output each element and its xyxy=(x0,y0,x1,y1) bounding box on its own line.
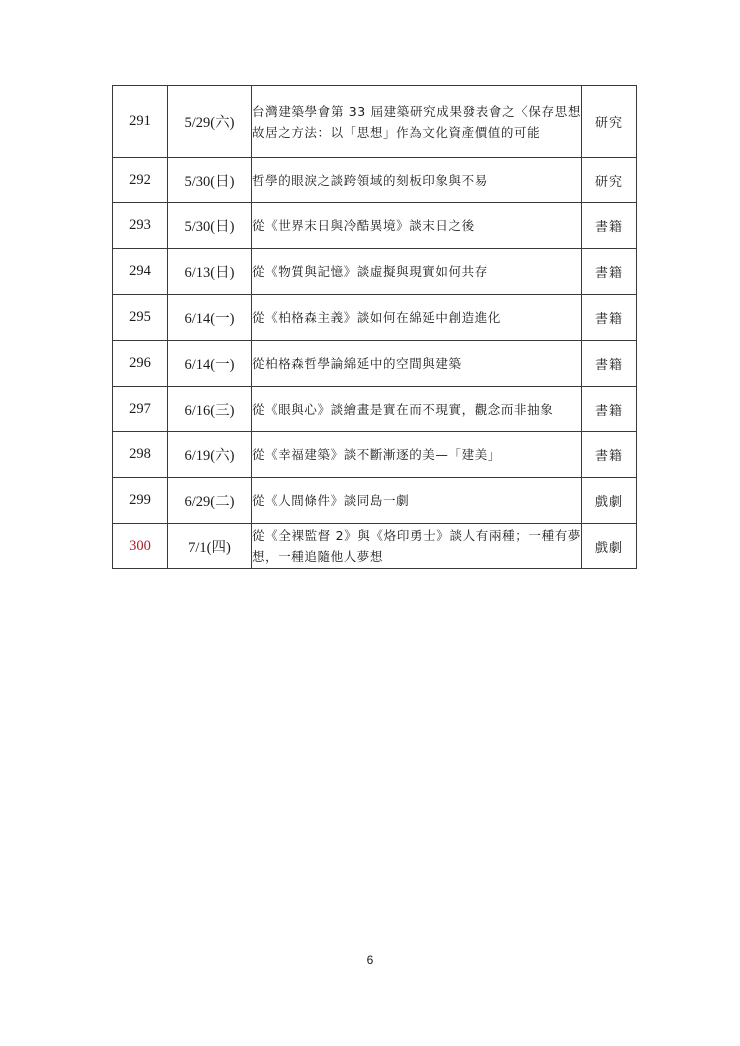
row-date: 7/1(四) xyxy=(168,524,252,569)
row-date: 5/30(日) xyxy=(168,203,252,249)
row-date: 5/29(六) xyxy=(168,86,252,158)
row-title: 從《世界末日與冷酷異境》談末日之後 xyxy=(252,203,582,249)
row-date: 6/29(二) xyxy=(168,478,252,524)
page-number: 6 xyxy=(366,953,374,967)
row-category: 書籍 xyxy=(582,387,637,432)
row-title: 從柏格森哲學論綿延中的空間與建築 xyxy=(252,341,582,387)
table-row xyxy=(113,86,637,158)
row-number: 299 xyxy=(113,478,168,524)
row-number: 295 xyxy=(113,295,168,341)
row-category: 戲劇 xyxy=(582,478,637,524)
row-number: 298 xyxy=(113,432,168,478)
row-title: 從《柏格森主義》談如何在綿延中創造進化 xyxy=(252,295,582,341)
row-date: 6/19(六) xyxy=(168,432,252,478)
row-title: 台灣建築學會第 33 屆建築研究成果發表會之〈保存思想故居之方法：以「思想」作為文化資產價值的可能 xyxy=(252,86,582,158)
row-title: 從《物質與記憶》談虛擬與現實如何共存 xyxy=(252,249,582,295)
row-title: 從《幸福建築》談不斷漸逐的美—「建美」 xyxy=(252,432,582,478)
row-date: 6/13(日) xyxy=(168,249,252,295)
row-number: 297 xyxy=(113,387,168,432)
row-number: 291 xyxy=(113,86,168,158)
table-row xyxy=(113,203,637,249)
row-category: 戲劇 xyxy=(582,524,637,569)
table-row xyxy=(113,524,637,569)
row-title: 從《眼與心》談繪畫是實在而不現實，觀念而非抽象 xyxy=(252,387,582,432)
row-number: 294 xyxy=(113,249,168,295)
row-number: 296 xyxy=(113,341,168,387)
row-category: 書籍 xyxy=(582,295,637,341)
row-number: 292 xyxy=(113,158,168,203)
row-number: 293 xyxy=(113,203,168,249)
row-category: 書籍 xyxy=(582,341,637,387)
table-row xyxy=(113,158,637,203)
table-row xyxy=(113,295,637,341)
row-date: 6/14(一) xyxy=(168,295,252,341)
row-date: 5/30(日) xyxy=(168,158,252,203)
row-number xyxy=(113,524,168,569)
table-row xyxy=(113,432,637,478)
table-row xyxy=(113,387,637,432)
row-category: 書籍 xyxy=(582,203,637,249)
highlighted-number: 300 xyxy=(129,537,151,554)
row-date: 6/14(一) xyxy=(168,341,252,387)
row-category: 研究 xyxy=(582,158,637,203)
row-title: 從《全裸監督 2》與《烙印勇士》談人有兩種；一種有夢想，一種追隨他人夢想 xyxy=(252,524,582,569)
records-table xyxy=(112,85,637,569)
row-category: 書籍 xyxy=(582,249,637,295)
row-category: 書籍 xyxy=(582,432,637,478)
table-row xyxy=(113,341,637,387)
row-date: 6/16(三) xyxy=(168,387,252,432)
row-title: 從《人間條件》談同島一劇 xyxy=(252,478,582,524)
table-row xyxy=(113,478,637,524)
row-category: 研究 xyxy=(582,86,637,158)
row-title: 哲學的眼淚之談跨領域的刻板印象與不易 xyxy=(252,158,582,203)
table-row xyxy=(113,249,637,295)
